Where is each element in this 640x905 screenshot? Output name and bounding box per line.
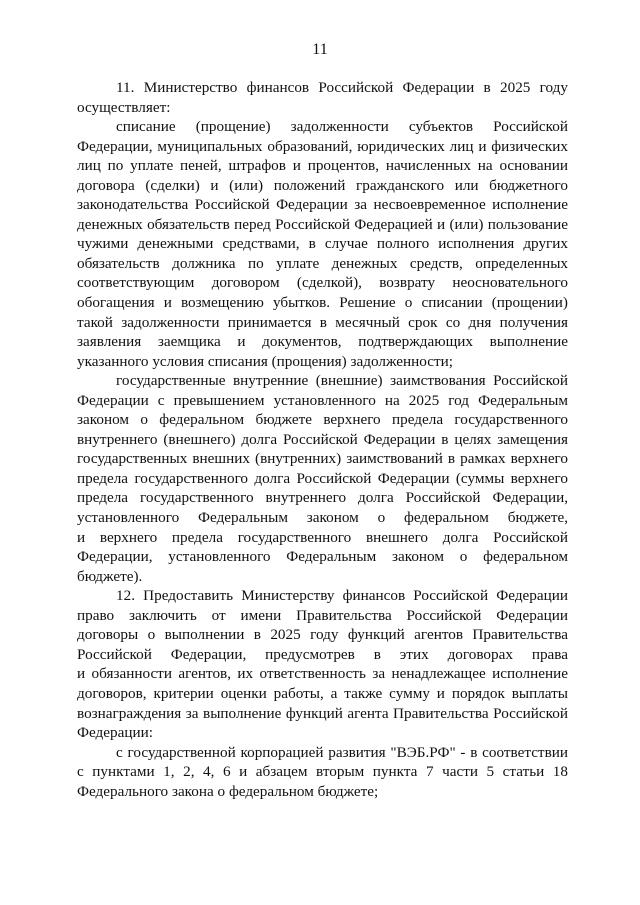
text-line: договора (сделки) и (или) положений гражданского или бюджетного bbox=[77, 176, 568, 194]
text-line: государственные внутренние (внешние) заимствования Российской bbox=[116, 372, 568, 390]
text-line: чужими денежными средствами, в случае полного исполнения других bbox=[77, 235, 568, 253]
paragraph bbox=[77, 371, 568, 586]
text-line: заявления заемщика и документов, подтверждающих выполнение bbox=[77, 333, 568, 351]
paragraph bbox=[77, 78, 568, 117]
text-line: право заключить от имени Правительства Российской Федерации bbox=[77, 606, 568, 624]
paragraph bbox=[77, 117, 568, 371]
text-line: законодательства Российской Федерации за несвоевременное исполнение bbox=[77, 196, 568, 214]
text-line: Российской Федерации, предусмотрев в этих договорах права bbox=[77, 645, 568, 663]
text-line: бюджете). bbox=[77, 567, 143, 585]
text-line: и обязанности агентов, их ответственность за ненадлежащее исполнение bbox=[77, 665, 568, 683]
text-line: соответствующим договором (сделкой), возврату неосновательного bbox=[77, 274, 568, 292]
text-line: Федерального закона о федеральном бюджете; bbox=[77, 782, 379, 800]
text-line: с государственной корпорацией развития "ВЭБ.РФ" - в соответствии bbox=[116, 743, 568, 761]
text-line: обогащения и возмещению убытков. Решение о списании (прощении) bbox=[77, 294, 568, 312]
text-line: с пунктами 1, 2, 4, 6 и абзацем вторым пункта 7 части 5 статьи 18 bbox=[77, 763, 568, 781]
text-line: предела государственного долга Российской Федерации (суммы верхнего bbox=[77, 469, 568, 487]
text-line: Федерации, установленного Федеральным законом о федеральном bbox=[77, 548, 568, 566]
page-number: 11 bbox=[312, 41, 328, 58]
text-line: осуществляет: bbox=[77, 98, 171, 116]
text-line: обязательств должника по уплате денежных средств, определенных bbox=[77, 254, 568, 272]
text-line: государственных внешних (внутренних) заимствований в рамках верхнего bbox=[77, 450, 568, 468]
text-line: лиц по уплате пеней, штрафов и процентов, начисленных на основании bbox=[77, 157, 568, 175]
text-line: предела государственного внутреннего долга Российской Федерации, bbox=[77, 489, 568, 507]
text-line: и верхнего предела государственного внешнего долга Российской bbox=[77, 528, 568, 546]
text-line: внутреннего (внешнего) долга Российской Федерации в целях замещения bbox=[77, 430, 568, 448]
text-line: установленного Федеральным законом о федеральном бюджете, bbox=[77, 509, 568, 527]
text-line: договоры о выполнении в 2025 году функций агентов Правительства bbox=[77, 626, 568, 644]
paragraph bbox=[77, 586, 568, 742]
text-line: Федерации: bbox=[77, 724, 153, 742]
paragraph bbox=[77, 743, 568, 802]
text-line: Федерации с превышением установленного на 2025 год Федеральным bbox=[77, 391, 568, 409]
text-line: Федерации, муниципальных образований, юридических лиц и физических bbox=[77, 137, 568, 155]
text-line: такой задолженности принимается в месячный срок со дня получения bbox=[77, 313, 568, 331]
text-line: денежных обязательств перед Российской Федерацией и (или) пользование bbox=[77, 215, 568, 233]
text-line: указанного условия списания (прощения) задолженности; bbox=[77, 352, 453, 370]
text-line: 11. Министерство финансов Российской Федерации в 2025 году bbox=[116, 79, 568, 96]
text-line: 12. Предоставить Министерству финансов Российской Федерации bbox=[116, 587, 568, 605]
text-line: вознаграждения за выполнение функций агента Правительства Российской bbox=[77, 704, 568, 722]
text-line: договоров, критерии оценки работы, а также сумму и порядок выплаты bbox=[77, 684, 568, 702]
text-line: списание (прощение) задолженности субъектов Российской bbox=[116, 118, 568, 136]
text-line: законом о федеральном бюджете верхнего предела государственного bbox=[77, 411, 568, 429]
document-body bbox=[77, 78, 568, 801]
